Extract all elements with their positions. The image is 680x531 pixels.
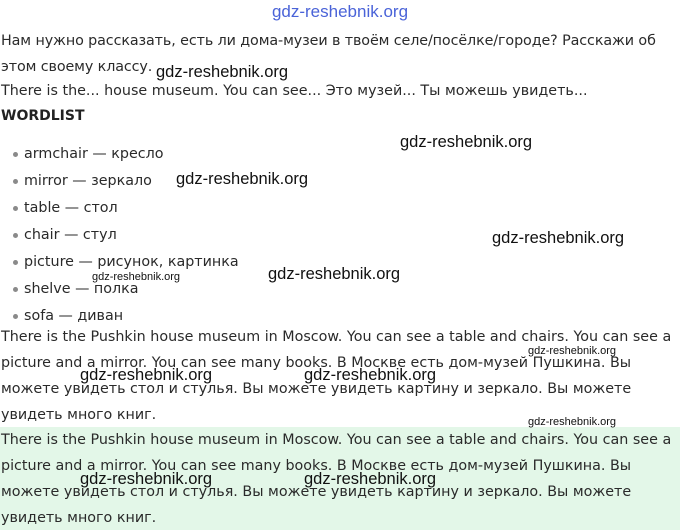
answer-text: There is the Pushkin house museum in Moscow. You can see a table and chairs. You can see a picture and a mirror. You can see many books. В Москве есть дом-музей Пушкина. Вы можете увидеть стол и стулья. Вы можете увидеть картину и зеркало. Вы можете увидеть много книг. [1, 329, 672, 423]
bullet-icon [13, 179, 18, 184]
task-hint: There is the... house museum. You can see... Это музей... Ты можешь увидеть... [1, 83, 588, 99]
wordlist-title: WORDLIST [1, 108, 85, 124]
watermark: gdz-reshebnik.org [176, 170, 309, 188]
watermark: gdz-reshebnik.org [268, 265, 401, 283]
task-prompt [1, 28, 677, 80]
wordlist-item-text: shelve — полка [24, 281, 139, 297]
watermark: gdz-reshebnik.org [304, 470, 437, 488]
list-item [0, 195, 239, 222]
list-item [0, 222, 239, 249]
bullet-icon [13, 260, 18, 265]
watermark: gdz-reshebnik.org [92, 271, 181, 283]
wordlist-item-text: mirror — зеркало [24, 173, 152, 189]
watermark: gdz-reshebnik.org [80, 470, 213, 488]
wordlist-item-text: sofa — диван [24, 308, 124, 324]
watermark: gdz-reshebnik.org [528, 416, 617, 428]
highlighted-answer-text: There is the Pushkin house museum in Moscow. You can see a table and chairs. You can see a picture and a mirror. You can see many books. В Москве есть дом-музей Пушкина. Вы можете увидеть стол и стулья. Вы можете увидеть картину и зеркало. Вы можете увидеть много книг. [1, 432, 672, 526]
wordlist-item-text: armchair — кресло [24, 146, 164, 162]
watermark: gdz-reshebnik.org [156, 63, 289, 81]
watermark: gdz-reshebnik.org [400, 133, 533, 151]
bullet-icon [13, 152, 18, 157]
watermark: gdz-reshebnik.org [528, 345, 617, 357]
bullet-icon [13, 206, 18, 211]
bullet-icon [13, 287, 18, 292]
wordlist-item-text: picture — рисунок, картинка [24, 254, 239, 270]
bullet-icon [13, 233, 18, 238]
watermark: gdz-reshebnik.org [80, 366, 213, 384]
site-header-link[interactable]: gdz-reshebnik.org [271, 2, 409, 21]
watermark: gdz-reshebnik.org [304, 366, 437, 384]
bullet-icon [13, 314, 18, 319]
wordlist-item-text: table — стол [24, 200, 118, 216]
watermark: gdz-reshebnik.org [492, 229, 625, 247]
wordlist-item-text: chair — стул [24, 227, 117, 243]
task-prompt-text: Нам нужно рассказать, есть ли дома-музеи в твоём селе/посёлке/городе? Расскажи об этом своему классу. [1, 33, 656, 75]
list-item [0, 141, 239, 168]
